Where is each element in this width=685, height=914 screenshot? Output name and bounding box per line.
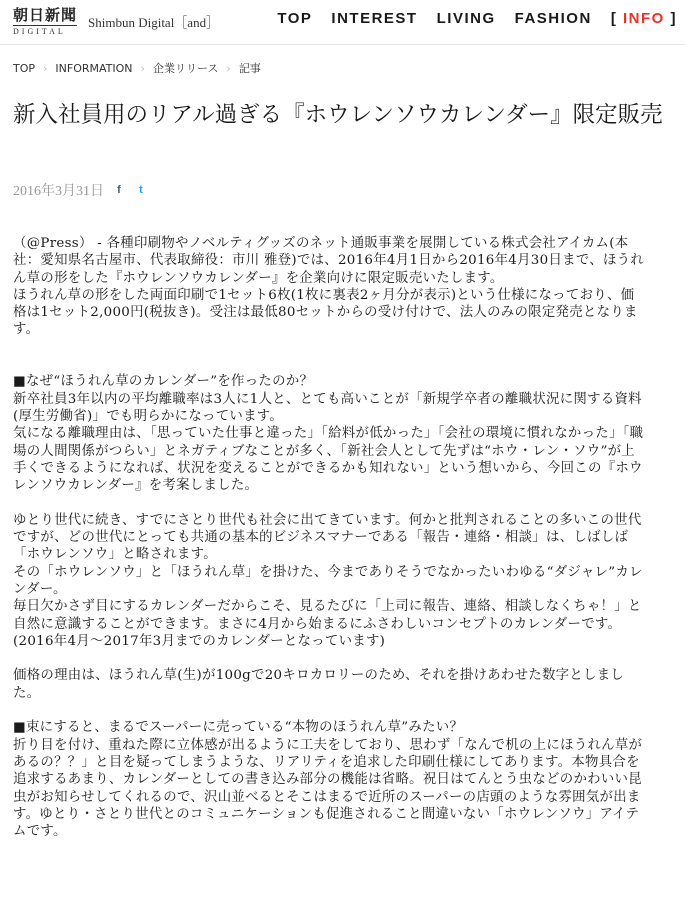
- nav-info-group: [611, 10, 677, 27]
- paragraph-spacer: [13, 356, 645, 373]
- paragraph: ゆとり世代に続き、すでにさとり世代も社会に出てきています。何かと批判されることの多いこの世代ですが、どの世代にとっても共通の基本的ビジネスマナーである「報告・連絡・相談」は、しばしば「ホウレンソウ」と略されます。 その「ホウレンソウ」と「ほうれん草」を掛けた、今までありそうでなかったいわゆる“ダジャレ”カレンダー。 毎日欠かさず目にするカレンダーだからこそ、見るたびに「上司に報告、連絡、相談しなくちゃ！」と自然に意識することができます。まさに4月から始まるにふさわしいコンセプトのカレンダーです。 (2016年4月～2017年3月までのカレンダーとなっています): [13, 512, 643, 649]
- bracket-close: ]: [670, 10, 677, 27]
- nav-top[interactable]: TOP: [277, 10, 313, 27]
- chevron-right-icon: ›: [140, 61, 145, 75]
- paragraph-spacer: [13, 650, 645, 667]
- paragraph-spacer: [13, 339, 645, 356]
- bracket-open: [: [610, 10, 618, 27]
- article-body: [13, 235, 645, 840]
- main-nav: [277, 10, 677, 27]
- site-header: [0, 0, 685, 45]
- breadcrumb-press-release[interactable]: 企業リリース: [152, 62, 219, 75]
- paragraph-spacer: [13, 702, 645, 719]
- article-meta: [13, 180, 148, 200]
- breadcrumb-article: 記事: [238, 62, 261, 75]
- nav-info[interactable]: INFO: [622, 10, 665, 27]
- chevron-right-icon: ›: [43, 61, 48, 75]
- logo-jp: 朝日新聞: [13, 6, 78, 24]
- twitter-icon[interactable]: t: [139, 184, 143, 196]
- breadcrumb-top[interactable]: TOP: [13, 61, 36, 75]
- breadcrumb: [13, 60, 261, 76]
- paragraph: ■束にすると、まるでスーパーに売っている“本物のほうれん草”みたい？ 折り目を付け、重ねた際に立体感が出るように工夫をしており、思わず「なんで机の上にほうれん草があるの？？」と目を疑ってしまうような、リアリティを追求した印刷仕様にしてあります。本物具合を追求するあまり、カレンダーとしての書き込み部分の機能は省略。祝日はてんとう虫などのかわいい昆虫がお知らせしてくれるので、沢山並べるとそこはまるで近所のスーパーの店頭のような雰囲気が出ます。ゆとり・さとり世代とのコミュニケーションも促進されること間違いない「ホウレンソウ」アイテムです。: [13, 720, 643, 840]
- facebook-icon[interactable]: f: [117, 184, 121, 196]
- chevron-right-icon: ›: [226, 61, 231, 75]
- nav-interest[interactable]: INTEREST: [331, 10, 418, 27]
- site-logo[interactable]: [13, 7, 77, 36]
- paragraph: （@Press） - 各種印刷物やノベルティグッズのネット通販事業を展開している株式会社アイカム(本社：愛知県名古屋市、代表取締役：市川 雅登)では、2016年4月1日から2016年4月30日まで、ほうれん草の形をした『ホウレンソウカレンダー』を企業向けに限定販売いたします。 ほうれん草の形をした両面印刷で1セット6枚(1枚に裏表2ヶ月分が表示)という仕様になっており、価格は1セット2,000円(税抜き)。受注は最低80セットからの受け付けで、法人のみの限定発売となります。: [13, 236, 645, 338]
- nav-living[interactable]: LIVING: [436, 10, 496, 27]
- paragraph: 価格の理由は、ほうれん草(生)が100gで20キロカロリーのため、それを掛けあわせた数字としました。: [13, 668, 625, 701]
- paragraph-spacer: [13, 494, 645, 511]
- breadcrumb-information[interactable]: INFORMATION: [55, 61, 133, 75]
- paragraph: ■なぜ“ほうれん草のカレンダー”を作ったのか？ 新卒社員3年以内の平均離職率は3人に1人と、とても高いことが「新規学卒者の離職状況に関する資料(厚生労働省)」でも明らかになっています。 気になる離職理由は、「思っていた仕事と違った」「給料が低かった」「会社の環境に慣れなかった」「職場の人間関係がつらい」とネガティブなことが多く、「新社会人として先ずは“ホウ・レン・ソウ”が上手くできるようになれば、状況を変えることができるかも知れない」という想いから、今回この『ホウレンソウカレンダー』を考案しました。: [13, 374, 644, 494]
- logo-sub: DIGITAL: [13, 25, 77, 36]
- article-title: 新入社員用のリアル過ぎる『ホウレンソウカレンダー』限定販売: [13, 102, 663, 128]
- nav-fashion[interactable]: FASHION: [514, 10, 592, 27]
- brand-name[interactable]: Shimbun Digital［and］: [88, 15, 220, 30]
- article-date: 2016年3月31日: [13, 184, 104, 199]
